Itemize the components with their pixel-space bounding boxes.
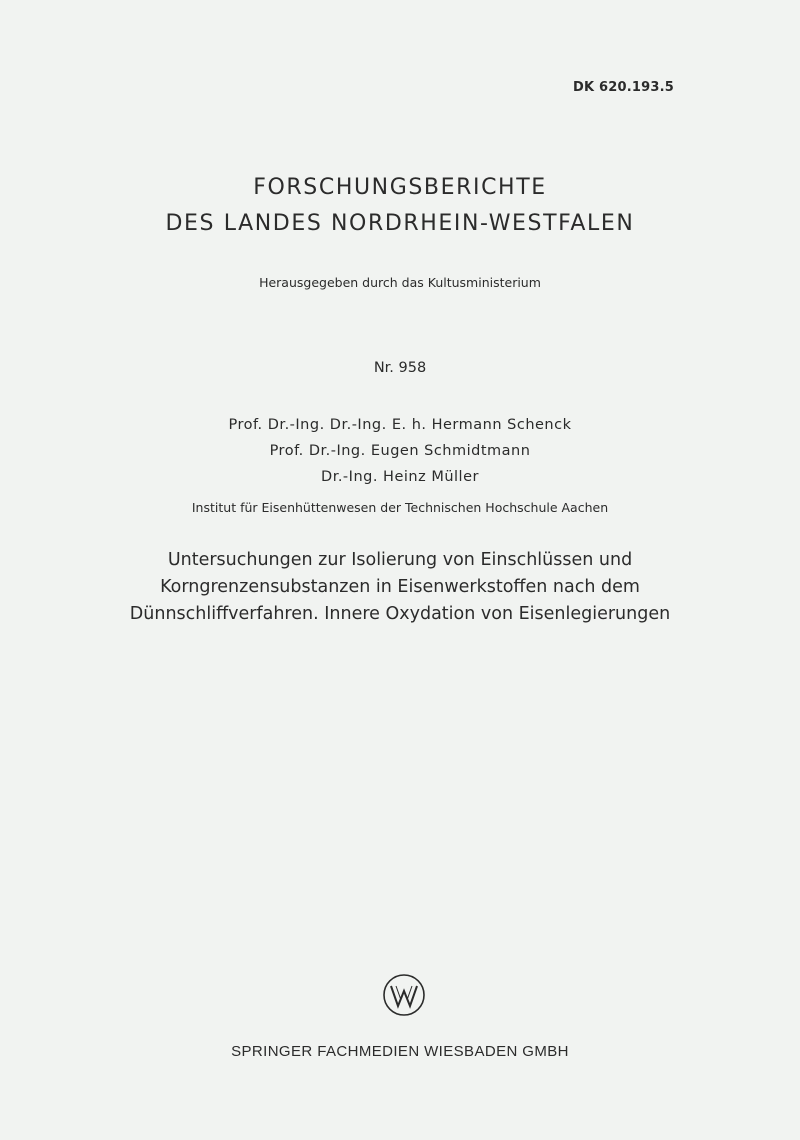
publisher-imprint: SPRINGER FACHMEDIEN WIESBADEN GMBH [231,1043,569,1060]
author-2: Prof. Dr.-Ing. Eugen Schmidtmann [269,443,531,459]
series-title [0,170,800,242]
series-title-line-1: FORSCHUNGSBERICHTE [253,175,547,200]
springer-w-circle-icon [382,973,426,1017]
classification-number: DK 620.193.5 [573,80,674,95]
series-title-line-2: DES LANDES NORDRHEIN-WESTFALEN [165,211,635,236]
report-title [0,547,800,628]
title-line-3: Dünnschliffverfahren. Innere Oxydation von Eisenlegierungen [129,604,671,624]
author-1: Prof. Dr.-Ing. Dr.-Ing. E. h. Hermann Schenck [228,417,572,433]
author-3: Dr.-Ing. Heinz Müller [321,469,479,485]
editor-line: Herausgegeben durch das Kultusministerium [259,275,541,290]
title-line-2: Korngrenzensubstanzen in Eisenwerkstoffen nach dem [160,577,640,597]
institute-line: Institut für Eisenhüttenwesen der Technischen Hochschule Aachen [191,500,609,515]
author-list [0,412,800,490]
title-line-1: Untersuchungen zur Isolierung von Einschlüssen und [167,550,633,570]
report-number: Nr. 958 [373,360,427,376]
